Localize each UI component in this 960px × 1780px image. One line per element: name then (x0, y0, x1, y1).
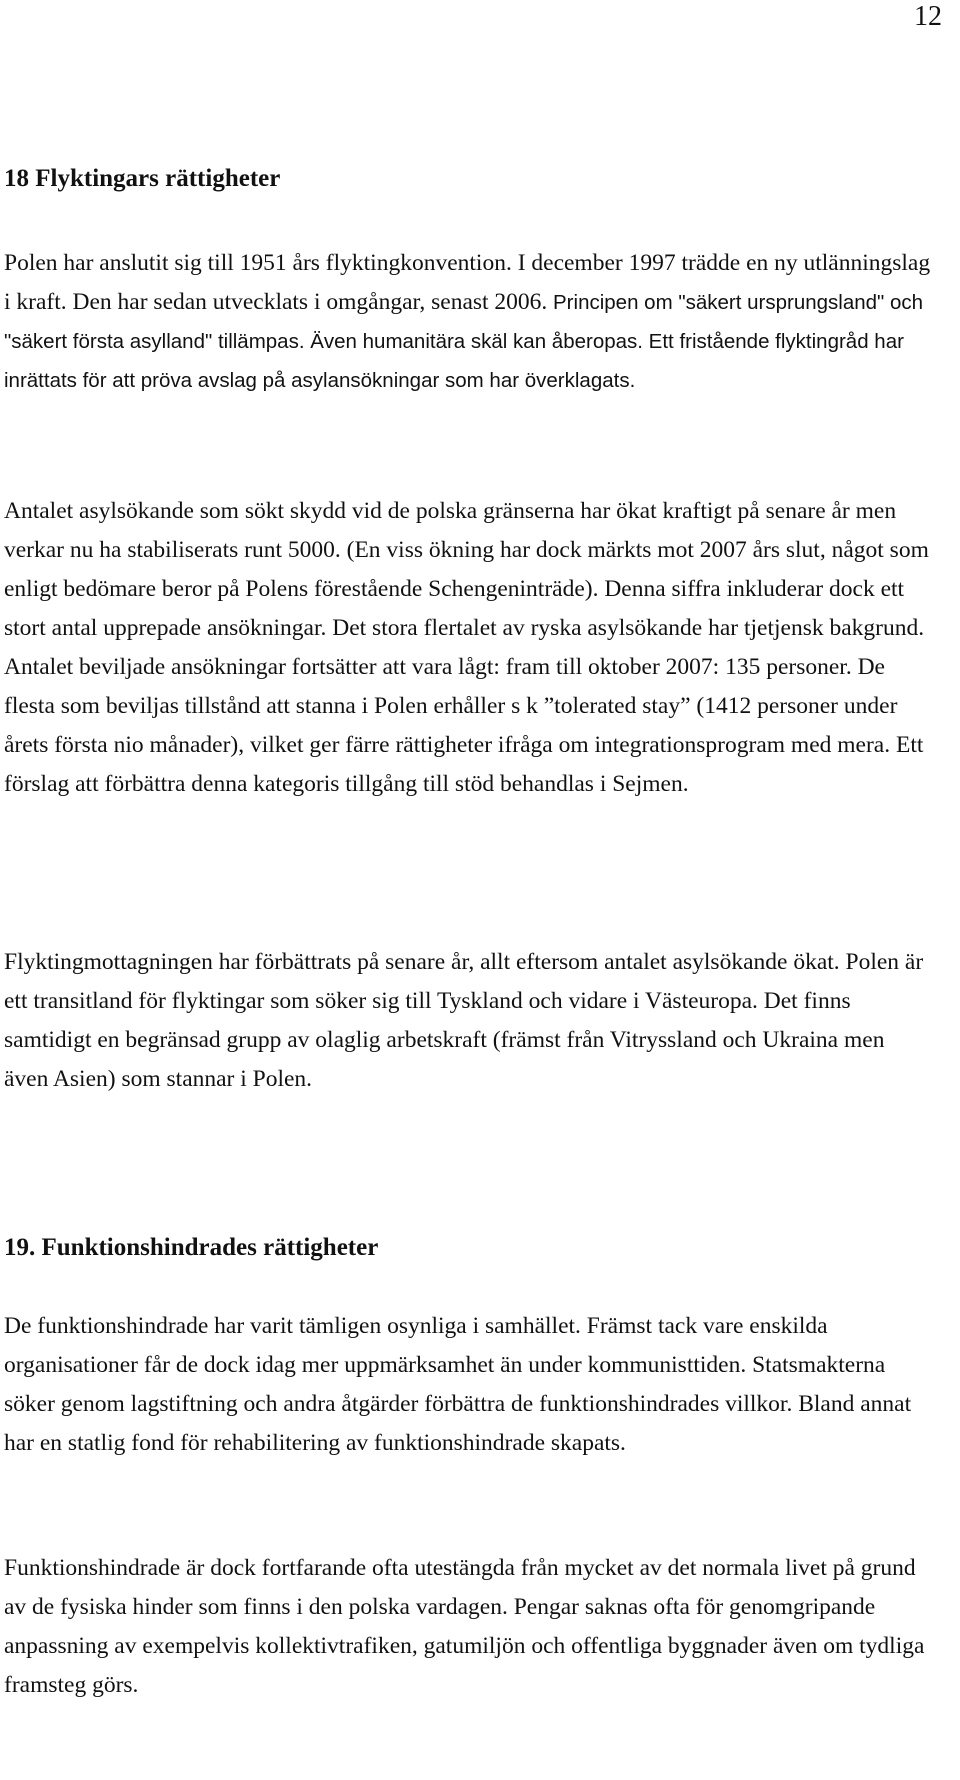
paragraph-disabled-visibility: De funktionshindrade har varit tämligen osynliga i samhället. Främst tack vare enskilda organisationer får de dock idag mer uppmärksamhet än under kommunisttiden. Statsmakterna söker genom lagstiftning och andra åtgärder förbättra de funktionshindrades villkor. Bland annat har en statlig fond för rehabilitering av funktionshindrade skapats. (4, 1313, 912, 1456)
paragraph-refugee-convention (4, 244, 934, 400)
paragraph-refugee-convention-serif: Polen har anslutit sig till 1951 års flyktingkonvention. I december 1997 trädde en ny utlänningslag i kraft. Den har sedan utvecklats i omgångar, senast 2006. (4, 250, 931, 315)
paragraph-refugee-reception: Flyktingmottagningen har förbättrats på senare år, allt eftersom antalet asylsökande ökat. Polen är ett transitland för flyktingar som söker sig till Tyskland och vidare i Västeuropa. Det finns samtidigt en begränsad grupp av olaglig arbetskraft (främst från Vitryssland och Ukraina men även Asien) som stannar i Polen. (4, 949, 924, 1092)
section-heading-19: 19. Funktionshindrades rättigheter (4, 1234, 379, 1261)
paragraph-refugee-convention-sans: Principen om "säkert ursprungsland" och "säkert första asylland" tillämpas. Även humanitära skäl kan åberopas. Ett fristående flyktingråd har inrättats för att pröva avslag på asylansökningar som har överklagats. (4, 291, 924, 392)
paragraph-asylum-seekers: Antalet asylsökande som sökt skydd vid de polska gränserna har ökat kraftigt på senare år men verkar nu ha stabiliserats runt 5000. (En viss ökning har dock märkts mot 2007 års slut, något som enligt bedömare beror på Polens förestående Schengeninträde). Denna siffra inkluderar dock ett stort antal upprepade ansökningar. Det stora flertalet av ryska asylsökande har tjetjensk bakgrund. Antalet beviljade ansökningar fortsätter att vara lågt: fram till oktober 2007: 135 personer. De flesta som beviljas tillstånd att stanna i Polen erhåller s k ”tolerated stay” (1412 personer under årets första nio månader), vilket ger färre rättigheter ifråga om integrationsprogram med mera. Ett förslag att förbättra denna kategoris tillgång till stöd behandlas i Sejmen. (4, 498, 929, 797)
paragraph-disabled-barriers: Funktionshindrade är dock fortfarande ofta utestängda från mycket av det normala livet på grund av de fysiska hinder som finns i den polska vardagen. Pengar saknas ofta för genomgripande anpassning av exempelvis kollektivtrafiken, gatumiljön och offentliga byggnader även om tydliga framsteg görs. (4, 1555, 925, 1698)
page-number: 12 (914, 1, 942, 32)
section-heading-18: 18 Flyktingars rättigheter (4, 165, 281, 192)
